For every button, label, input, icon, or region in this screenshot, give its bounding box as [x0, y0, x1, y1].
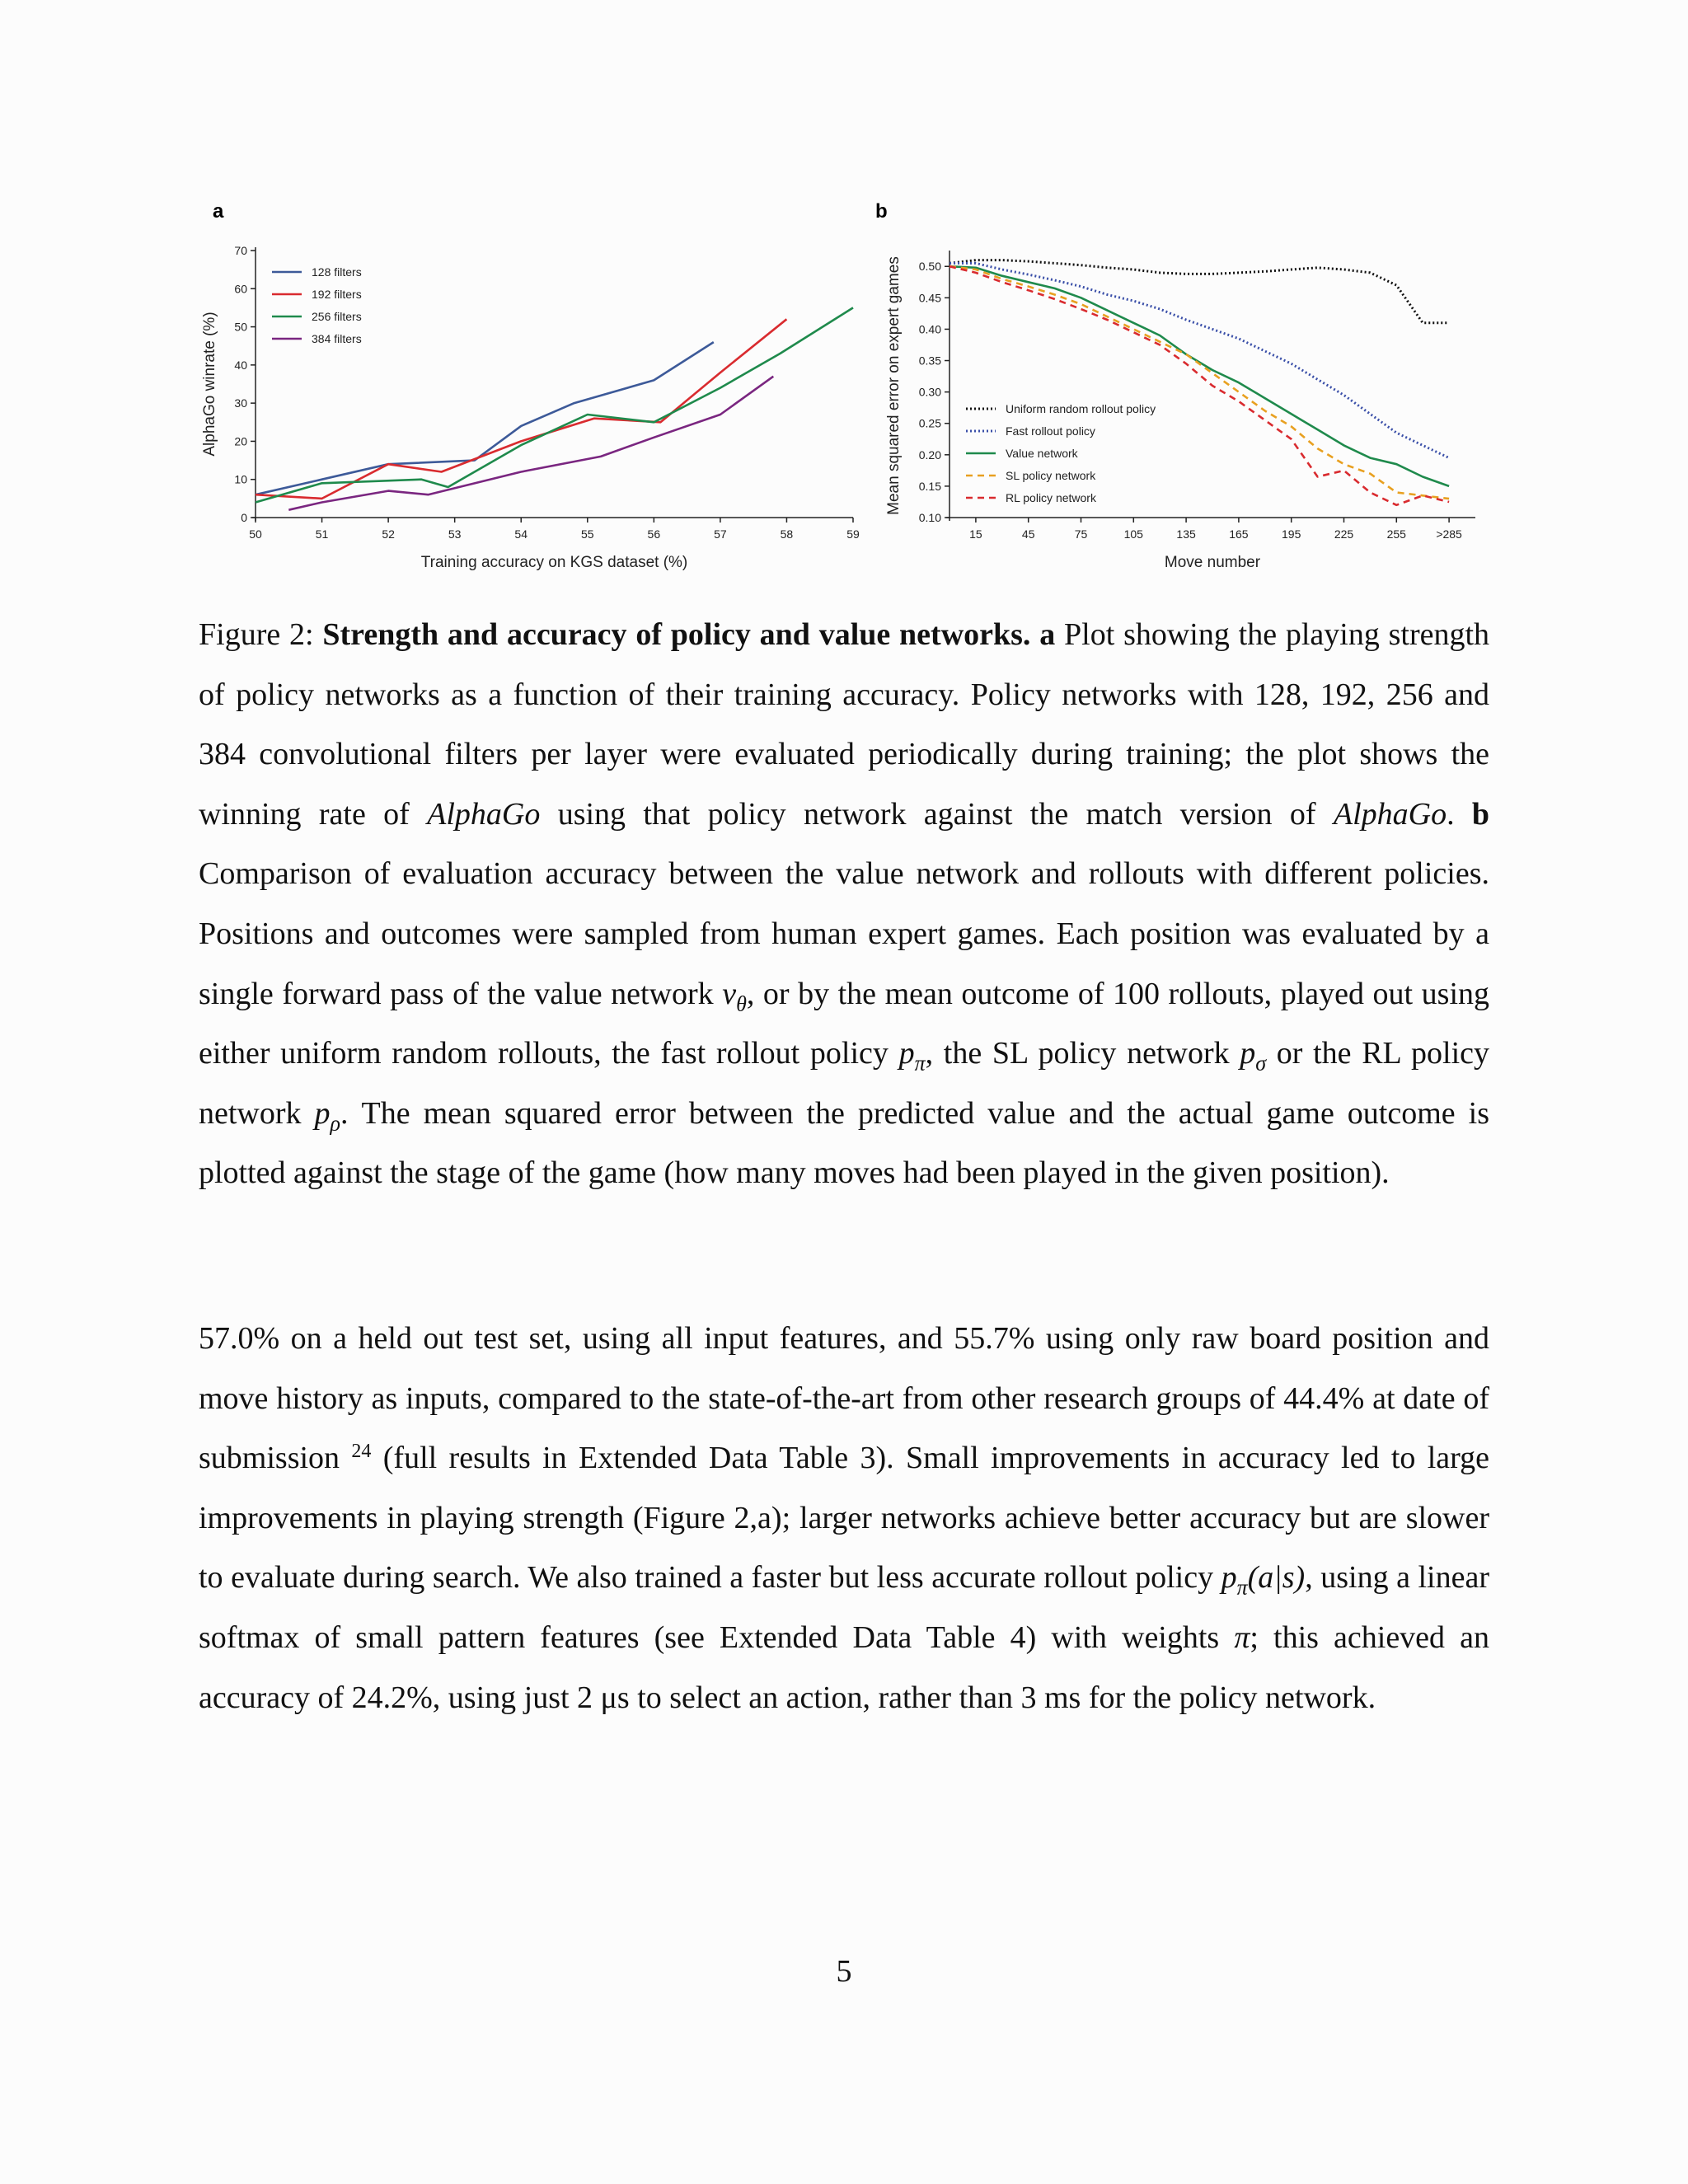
- body-text-2: (full results in Extended Data Table 3). Small improvements in accuracy led to large improvements in playing strength (Figure 2,a); larger networks achieve better accuracy but are slower to evaluate during search. We also trained a faster but less accurate rollout policy: [199, 1441, 1490, 1596]
- panel-b-legend-label: RL policy network: [1006, 491, 1096, 504]
- caption-prefix: Figure 2:: [199, 617, 314, 652]
- panel-b-y-tick-label: 0.30: [918, 385, 941, 399]
- panel-b-y-tick-label: 0.20: [918, 448, 941, 462]
- panel-b-x-tick-label: 135: [1176, 527, 1196, 541]
- caption-a-text-1: Plot showing the playing strength of policy networks as a function of their training accuracy. Policy networks with 128, 192, 256 and 384 convolutional filters per layer were evaluated periodically during training; the plot shows the winning rate of: [199, 617, 1490, 832]
- panel-a-y-tick-label: 50: [234, 320, 247, 334]
- caption-b-text-5: . The mean squared error between the predicted value and the actual game outcome is plotted against the stage of the game (how many moves had been played in the given position).: [199, 1095, 1489, 1191]
- panel-a-y-tick-label: 10: [234, 472, 247, 486]
- symbol-p-sigma: $p_\sigma$: [1240, 1036, 1267, 1076]
- panel-a-legend-label: 192 filters: [312, 288, 362, 301]
- panel-a-y-tick-label: 30: [234, 396, 247, 410]
- panel-a-y-tick-label: 20: [234, 434, 247, 448]
- caption-panel-a-label: a: [1039, 617, 1056, 652]
- panel-a-x-tick-label: 58: [780, 527, 794, 541]
- symbol-p-pi: $p_\pi$: [898, 1036, 926, 1076]
- panel-a-x-axis-label: Training accuracy on KGS dataset (%): [420, 554, 688, 571]
- body-text-1: 57.0% on a held out test set, using all input features, and 55.7% using only raw board position and move history as inputs, compared to the state-of-the-art from other research groups of 44.4% at date of submission: [199, 1321, 1489, 1476]
- panel-b-x-axis-label: Move number: [1164, 554, 1261, 571]
- panel-b-x-tick-label: 105: [1123, 527, 1143, 541]
- panel-b-x-tick-label: 75: [1074, 527, 1088, 541]
- panel-a-legend-label: 384 filters: [312, 332, 362, 345]
- panel-b-series-uniform-random-rollout-policy: [950, 260, 1449, 323]
- caption-b-text-4: or the RL policy network: [199, 1036, 1490, 1131]
- caption-b-text-3: , the SL policy network: [925, 1036, 1230, 1071]
- panel-b-y-axis-label: Mean squared error on expert games: [885, 256, 903, 515]
- panel-b-x-tick-label: 45: [1021, 527, 1035, 541]
- panel-a-y-tick-label: 40: [234, 358, 247, 372]
- panel-a-y-tick-label: 70: [234, 244, 247, 257]
- caption-b-text-2: , or by the mean outcome of 100 rollouts, played out using either uniform random rollouts, the fast rollout policy: [199, 976, 1489, 1071]
- panel-b-x-tick-label: 165: [1229, 527, 1249, 541]
- panel-a-x-tick-label: 53: [448, 527, 462, 541]
- panel-b-y-tick-label: 0.45: [918, 291, 941, 305]
- panel-a-letter: a: [213, 200, 224, 223]
- body-paragraph: [199, 1309, 1489, 1727]
- panel-b-x-tick-label: 255: [1386, 527, 1406, 541]
- panel-b-y-tick-label: 0.40: [918, 322, 941, 336]
- panel-a-y-tick-label: 0: [241, 511, 247, 524]
- panel-a-x-tick-label: 52: [382, 527, 395, 541]
- symbol-v-theta: $v_\theta$: [722, 976, 747, 1016]
- panel-a-y-axis-label: AlphaGo winrate (%): [201, 312, 218, 457]
- panel-b-legend-label: Fast rollout policy: [1006, 424, 1095, 438]
- panel-b-x-tick-label: >285: [1436, 527, 1462, 541]
- panel-b-legend-label: Uniform random rollout policy: [1006, 402, 1156, 415]
- figure-2-svg: [190, 190, 1508, 585]
- symbol-pi: π: [1234, 1619, 1250, 1655]
- panel-a-series-128-filters: [256, 342, 714, 494]
- panel-b-y-tick-label: 0.10: [918, 511, 941, 524]
- panel-a-legend-label: 256 filters: [312, 310, 362, 323]
- panel-b-y-tick-label: 0.25: [918, 416, 941, 430]
- panel-a-series-384-filters: [288, 377, 773, 510]
- caption-b-text-1: Comparison of evaluation accuracy between the value network and rollouts with different policies. Positions and outcomes were sampled from human expert games. Each position was evaluated by a single forward pass of the value network: [199, 856, 1489, 1011]
- caption-a-text-2: using that policy network against the match version of: [557, 796, 1316, 832]
- citation-24: 24: [351, 1441, 372, 1462]
- panel-b-x-tick-label: 15: [969, 527, 982, 541]
- figure-2: [190, 190, 1508, 585]
- panel-b-y-tick-label: 0.35: [918, 354, 941, 368]
- panel-b-y-tick-label: 0.50: [918, 260, 941, 274]
- panel-b-legend-label: Value network: [1006, 447, 1078, 460]
- panel-b-legend-label: SL policy network: [1006, 469, 1096, 482]
- caption-title: Strength and accuracy of policy and value networks.: [322, 617, 1031, 652]
- panel-a-x-tick-label: 55: [580, 527, 594, 541]
- symbol-p-rho: $p_\rho$: [314, 1095, 341, 1136]
- panel-a-x-tick-label: 59: [846, 527, 860, 541]
- formula-p-pi-a-s: $p_\pi(a|s)$: [1221, 1560, 1306, 1600]
- panel-a-y-tick-label: 60: [234, 282, 247, 296]
- caption-a-text-3: .: [1447, 796, 1455, 832]
- body-text-4: ; this achieved an accuracy of 24.2%, using just 2 μs to select an action, rather than 3 ms for the policy network.: [199, 1619, 1490, 1715]
- panel-b-y-tick-label: 0.15: [918, 479, 941, 493]
- panel-a-x-tick-label: 54: [514, 527, 528, 541]
- page-number: 5: [836, 1954, 852, 1989]
- panel-b-x-tick-label: 195: [1282, 527, 1301, 541]
- panel-a-x-tick-label: 51: [315, 527, 329, 541]
- caption-panel-b-label: b: [1471, 796, 1490, 832]
- panel-b-letter: b: [875, 200, 888, 223]
- body-text-3: , using a linear softmax of small pattern features (see Extended Data Table 4) with weights: [199, 1560, 1489, 1655]
- panel-a-x-tick-label: 56: [647, 527, 661, 541]
- caption-alphago-1: AlphaGo: [427, 796, 541, 832]
- panel-b-x-tick-label: 225: [1334, 527, 1354, 541]
- figure-caption: [199, 605, 1489, 1203]
- panel-a-x-tick-label: 50: [249, 527, 262, 541]
- caption-alphago-2: AlphaGo: [1333, 796, 1447, 832]
- panel-a-legend-label: 128 filters: [312, 265, 362, 279]
- panel-b-series-sl-policy-network: [950, 266, 1449, 499]
- panel-a-x-tick-label: 57: [714, 527, 727, 541]
